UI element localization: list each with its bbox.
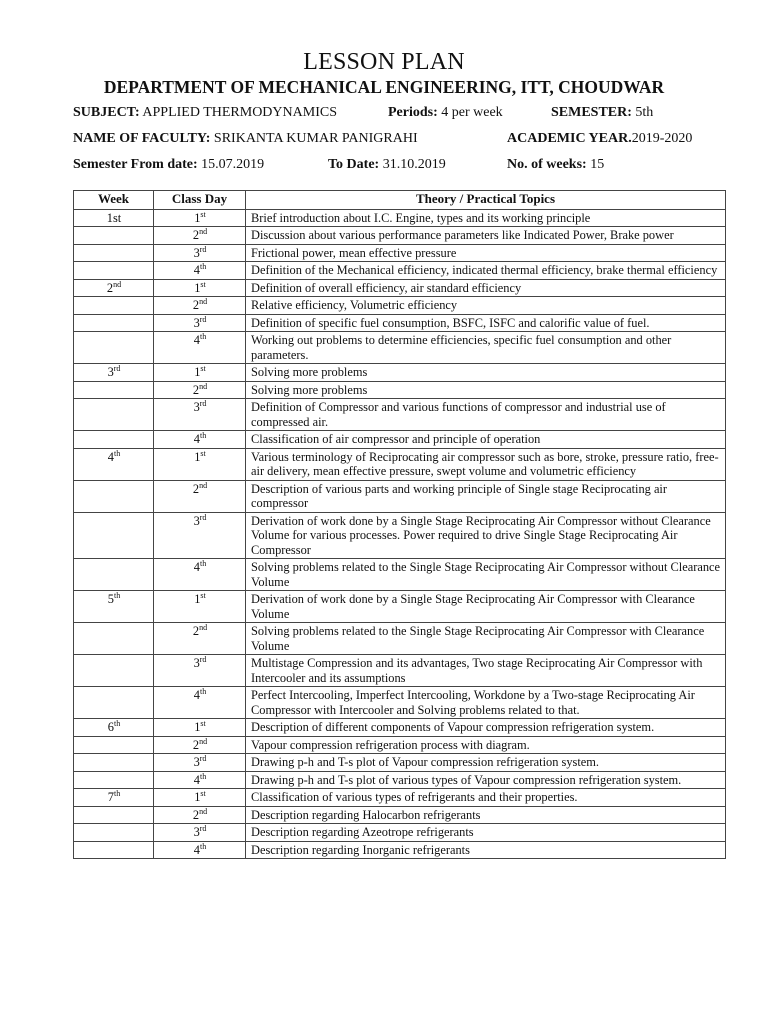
week-cell	[74, 279, 154, 297]
day-suffix: th	[199, 687, 207, 696]
day-suffix: rd	[199, 512, 207, 522]
week-cell	[74, 314, 154, 332]
day-number: 1	[194, 592, 201, 606]
day-suffix: rd	[199, 824, 207, 833]
semester-value: 5th	[635, 105, 654, 120]
day-suffix: st	[200, 789, 206, 798]
table-row	[74, 364, 726, 382]
week-cell	[74, 623, 154, 655]
topic-cell: Relative efficiency, Volumetric efficiency	[246, 297, 726, 315]
class-day-cell	[154, 332, 246, 364]
faculty-label: NAME OF FACULTY:	[73, 131, 211, 146]
week-cell	[74, 244, 154, 262]
table-row	[74, 209, 726, 227]
day-number: 1	[194, 449, 201, 464]
class-day-cell	[154, 244, 246, 262]
to-date-label: To Date:	[328, 157, 380, 172]
day-number: 1	[194, 720, 201, 734]
week-number: 4	[107, 449, 114, 464]
class-day-cell	[154, 399, 246, 431]
topic-cell: Drawing p-h and T-s plot of Vapour compression refrigeration system.	[246, 754, 726, 772]
day-number: 2	[192, 807, 200, 822]
week-cell	[74, 297, 154, 315]
week-cell	[74, 512, 154, 559]
day-number: 4	[193, 772, 200, 787]
faculty-field	[73, 130, 418, 147]
table-row	[74, 244, 726, 262]
day-number: 4	[193, 560, 200, 574]
header-week: Week	[74, 191, 154, 210]
class-day-cell	[154, 789, 246, 807]
week-number: 2	[106, 280, 114, 295]
week-cell	[74, 399, 154, 431]
week-cell	[74, 687, 154, 719]
semester-field	[551, 104, 653, 121]
week-suffix: th	[113, 591, 121, 600]
academic-year-field	[507, 130, 692, 147]
day-number: 4	[193, 842, 200, 857]
week-cell	[74, 209, 154, 227]
topic-cell: Solving problems related to the Single Stage Reciprocating Air Compressor with Clearance Volume	[246, 623, 726, 655]
week-suffix: st	[112, 210, 122, 225]
day-suffix: nd	[199, 227, 208, 236]
day-suffix: st	[200, 448, 206, 458]
class-day-cell	[154, 512, 246, 559]
topic-cell: Brief introduction about I.C. Engine, types and its working principle	[246, 209, 726, 227]
class-day-cell	[154, 824, 246, 842]
table-row	[74, 655, 726, 687]
day-suffix: st	[200, 591, 206, 600]
day-number: 2	[192, 481, 200, 496]
week-cell	[74, 736, 154, 754]
table-row	[74, 789, 726, 807]
table-row	[74, 448, 726, 480]
class-day-cell	[154, 806, 246, 824]
table-row	[74, 227, 726, 245]
week-cell	[74, 754, 154, 772]
semester-label: SEMESTER:	[551, 105, 632, 120]
class-day-cell	[154, 480, 246, 512]
topic-cell: Multistage Compression and its advantages, Two stage Reciprocating Air Compressor with Intercooler and its assumptions	[246, 655, 726, 687]
faculty-value: SRIKANTA KUMAR PANIGRAHI	[213, 131, 418, 146]
day-number: 4	[193, 688, 200, 702]
topic-cell: Derivation of work done by a Single Stage Reciprocating Air Compressor with Clearance Volume	[246, 591, 726, 623]
day-number: 3	[193, 755, 200, 769]
table-row	[74, 824, 726, 842]
day-number: 2	[192, 228, 200, 242]
topic-cell: Definition of specific fuel consumption, BSFC, ISFC and calorific value of fuel.	[246, 314, 726, 332]
day-number: 3	[193, 825, 200, 839]
week-cell	[74, 841, 154, 859]
week-cell	[74, 591, 154, 623]
week-suffix: nd	[113, 279, 122, 289]
week-number: 6	[107, 720, 114, 734]
table-row	[74, 262, 726, 280]
week-cell	[74, 381, 154, 399]
class-day-cell	[154, 209, 246, 227]
topic-cell: Description regarding Inorganic refrigerants	[246, 841, 726, 859]
class-day-cell	[154, 279, 246, 297]
week-suffix: th	[113, 719, 121, 728]
day-suffix: rd	[199, 754, 207, 763]
week-cell	[74, 806, 154, 824]
table-row	[74, 314, 726, 332]
week-number: 1	[106, 210, 113, 225]
table-row	[74, 512, 726, 559]
class-day-cell	[154, 841, 246, 859]
day-suffix: th	[199, 431, 207, 440]
day-suffix: st	[200, 719, 206, 728]
class-day-cell	[154, 431, 246, 449]
week-cell	[74, 480, 154, 512]
table-row	[74, 736, 726, 754]
class-day-cell	[154, 262, 246, 280]
class-day-cell	[154, 687, 246, 719]
academic-year-label: ACADEMIC YEAR.	[507, 131, 632, 146]
topic-cell: Solving more problems	[246, 381, 726, 399]
day-suffix: nd	[199, 806, 208, 816]
topic-cell: Vapour compression refrigeration process with diagram.	[246, 736, 726, 754]
day-number: 1	[194, 210, 201, 225]
week-cell	[74, 332, 154, 364]
topic-cell: Derivation of work done by a Single Stage Reciprocating Air Compressor without Clearance Volume for various processes. Power required to drive Single Stage Reciprocating Air Compressor	[246, 512, 726, 559]
topic-cell: Frictional power, mean effective pressure	[246, 244, 726, 262]
topic-cell: Classification of air compressor and principle of operation	[246, 431, 726, 449]
class-day-cell	[154, 623, 246, 655]
topic-cell: Description regarding Halocarbon refrigerants	[246, 806, 726, 824]
day-number: 2	[192, 298, 200, 312]
lesson-plan-table	[73, 190, 726, 859]
day-number: 1	[194, 365, 201, 379]
day-suffix: th	[199, 332, 207, 341]
day-number: 2	[192, 382, 200, 397]
periods-label: Periods:	[388, 105, 438, 120]
table-row	[74, 381, 726, 399]
week-suffix: th	[113, 789, 121, 798]
day-number: 1	[194, 790, 201, 804]
table-header-row	[74, 191, 726, 210]
week-cell	[74, 262, 154, 280]
topic-cell: Definition of overall efficiency, air standard efficiency	[246, 279, 726, 297]
week-number: 7	[107, 790, 114, 804]
table-row	[74, 806, 726, 824]
week-cell	[74, 771, 154, 789]
day-number: 4	[193, 432, 200, 446]
to-date-field	[328, 156, 446, 173]
week-cell	[74, 448, 154, 480]
day-number: 3	[193, 513, 200, 528]
day-suffix: th	[199, 841, 207, 851]
subject-label: SUBJECT:	[73, 105, 140, 120]
table-row	[74, 719, 726, 737]
topic-cell: Solving more problems	[246, 364, 726, 382]
week-suffix: rd	[113, 364, 121, 373]
day-suffix: th	[199, 559, 207, 568]
class-day-cell	[154, 297, 246, 315]
class-day-cell	[154, 448, 246, 480]
table-row	[74, 754, 726, 772]
weeks-field	[507, 156, 604, 173]
weeks-label: No. of weeks:	[507, 157, 587, 172]
day-number: 3	[193, 656, 200, 670]
day-number: 1	[194, 280, 201, 295]
table-row	[74, 623, 726, 655]
week-cell	[74, 431, 154, 449]
topic-cell: Description of different components of Vapour compression refrigeration system.	[246, 719, 726, 737]
periods-field	[388, 104, 503, 121]
day-number: 2	[192, 624, 200, 638]
table-row	[74, 480, 726, 512]
week-number: 5	[107, 592, 114, 606]
day-suffix: rd	[199, 244, 207, 254]
week-cell	[74, 824, 154, 842]
department-heading: DEPARTMENT OF MECHANICAL ENGINEERING, ITT, CHOUDWAR	[103, 77, 665, 97]
page-title: LESSON PLAN	[303, 49, 465, 75]
day-suffix: nd	[199, 480, 208, 490]
academic-year-value: 2019-2020	[631, 131, 693, 146]
day-suffix: st	[200, 364, 206, 373]
week-cell	[74, 559, 154, 591]
table-row	[74, 399, 726, 431]
class-day-cell	[154, 754, 246, 772]
table-row	[74, 297, 726, 315]
week-cell	[74, 719, 154, 737]
day-number: 4	[193, 263, 200, 277]
table-row	[74, 559, 726, 591]
day-number: 3	[193, 245, 200, 260]
topic-cell: Definition of Compressor and various functions of compressor and industrial use of compressed air.	[246, 399, 726, 431]
class-day-cell	[154, 719, 246, 737]
topic-cell: Perfect Intercooling, Imperfect Intercooling, Workdone by a Two-stage Reciprocating Air Compressor with Intercooler and Solving problems related to that.	[246, 687, 726, 719]
to-date-value: 31.10.2019	[382, 157, 446, 172]
day-number: 3	[193, 315, 200, 330]
class-day-cell	[154, 559, 246, 591]
day-suffix: th	[199, 262, 207, 271]
topic-cell: Definition of the Mechanical efficiency, indicated thermal efficiency, brake thermal efficiency	[246, 262, 726, 280]
topic-cell: Discussion about various performance parameters like Indicated Power, Brake power	[246, 227, 726, 245]
week-cell	[74, 655, 154, 687]
class-day-cell	[154, 227, 246, 245]
table-row	[74, 431, 726, 449]
header-class-day: Class Day	[154, 191, 246, 210]
day-suffix: nd	[199, 381, 208, 391]
topic-cell: Working out problems to determine efficiencies, specific fuel consumption and other parameters.	[246, 332, 726, 364]
class-day-cell	[154, 736, 246, 754]
class-day-cell	[154, 381, 246, 399]
from-date-label: Semester From date:	[73, 157, 198, 172]
table-row	[74, 332, 726, 364]
subject-value: APPLIED THERMODYNAMICS	[142, 105, 337, 120]
table-row	[74, 591, 726, 623]
day-suffix: rd	[199, 314, 207, 324]
table-row	[74, 687, 726, 719]
topic-cell: Description regarding Azeotrope refrigerants	[246, 824, 726, 842]
class-day-cell	[154, 591, 246, 623]
table-body	[74, 209, 726, 859]
from-date-value: 15.07.2019	[201, 157, 265, 172]
periods-value: 4 per week	[441, 105, 503, 120]
class-day-cell	[154, 655, 246, 687]
week-suffix: th	[113, 448, 121, 458]
day-suffix: nd	[199, 297, 208, 306]
day-suffix: st	[200, 209, 206, 219]
week-cell	[74, 227, 154, 245]
topic-cell: Solving problems related to the Single Stage Reciprocating Air Compressor without Clearance Volume	[246, 559, 726, 591]
week-cell	[74, 364, 154, 382]
day-suffix: th	[199, 771, 207, 781]
class-day-cell	[154, 364, 246, 382]
day-number: 4	[193, 333, 200, 347]
topic-cell: Drawing p-h and T-s plot of various types of Vapour compression refrigeration system.	[246, 771, 726, 789]
subject-field	[73, 104, 337, 121]
topic-cell: Various terminology of Reciprocating air compressor such as bore, stroke, pressure ratio, free-air delivery, mean effective pressure, swept volume and volumetric efficiency	[246, 448, 726, 480]
day-number: 2	[192, 737, 200, 752]
week-cell	[74, 789, 154, 807]
topic-cell: Classification of various types of refrigerants and their properties.	[246, 789, 726, 807]
table-row	[74, 771, 726, 789]
header-topics: Theory / Practical Topics	[246, 191, 726, 210]
class-day-cell	[154, 314, 246, 332]
topic-cell: Description of various parts and working principle of Single stage Reciprocating air compressor	[246, 480, 726, 512]
table-row	[74, 279, 726, 297]
day-suffix: st	[200, 279, 206, 289]
week-number: 3	[107, 365, 114, 379]
day-suffix: rd	[199, 655, 207, 664]
class-day-cell	[154, 771, 246, 789]
day-number: 3	[193, 400, 200, 414]
table-row	[74, 841, 726, 859]
day-suffix: nd	[199, 736, 208, 746]
from-date-field	[73, 156, 264, 173]
weeks-value: 15	[590, 157, 605, 172]
day-suffix: rd	[199, 399, 207, 408]
day-suffix: nd	[199, 623, 208, 632]
